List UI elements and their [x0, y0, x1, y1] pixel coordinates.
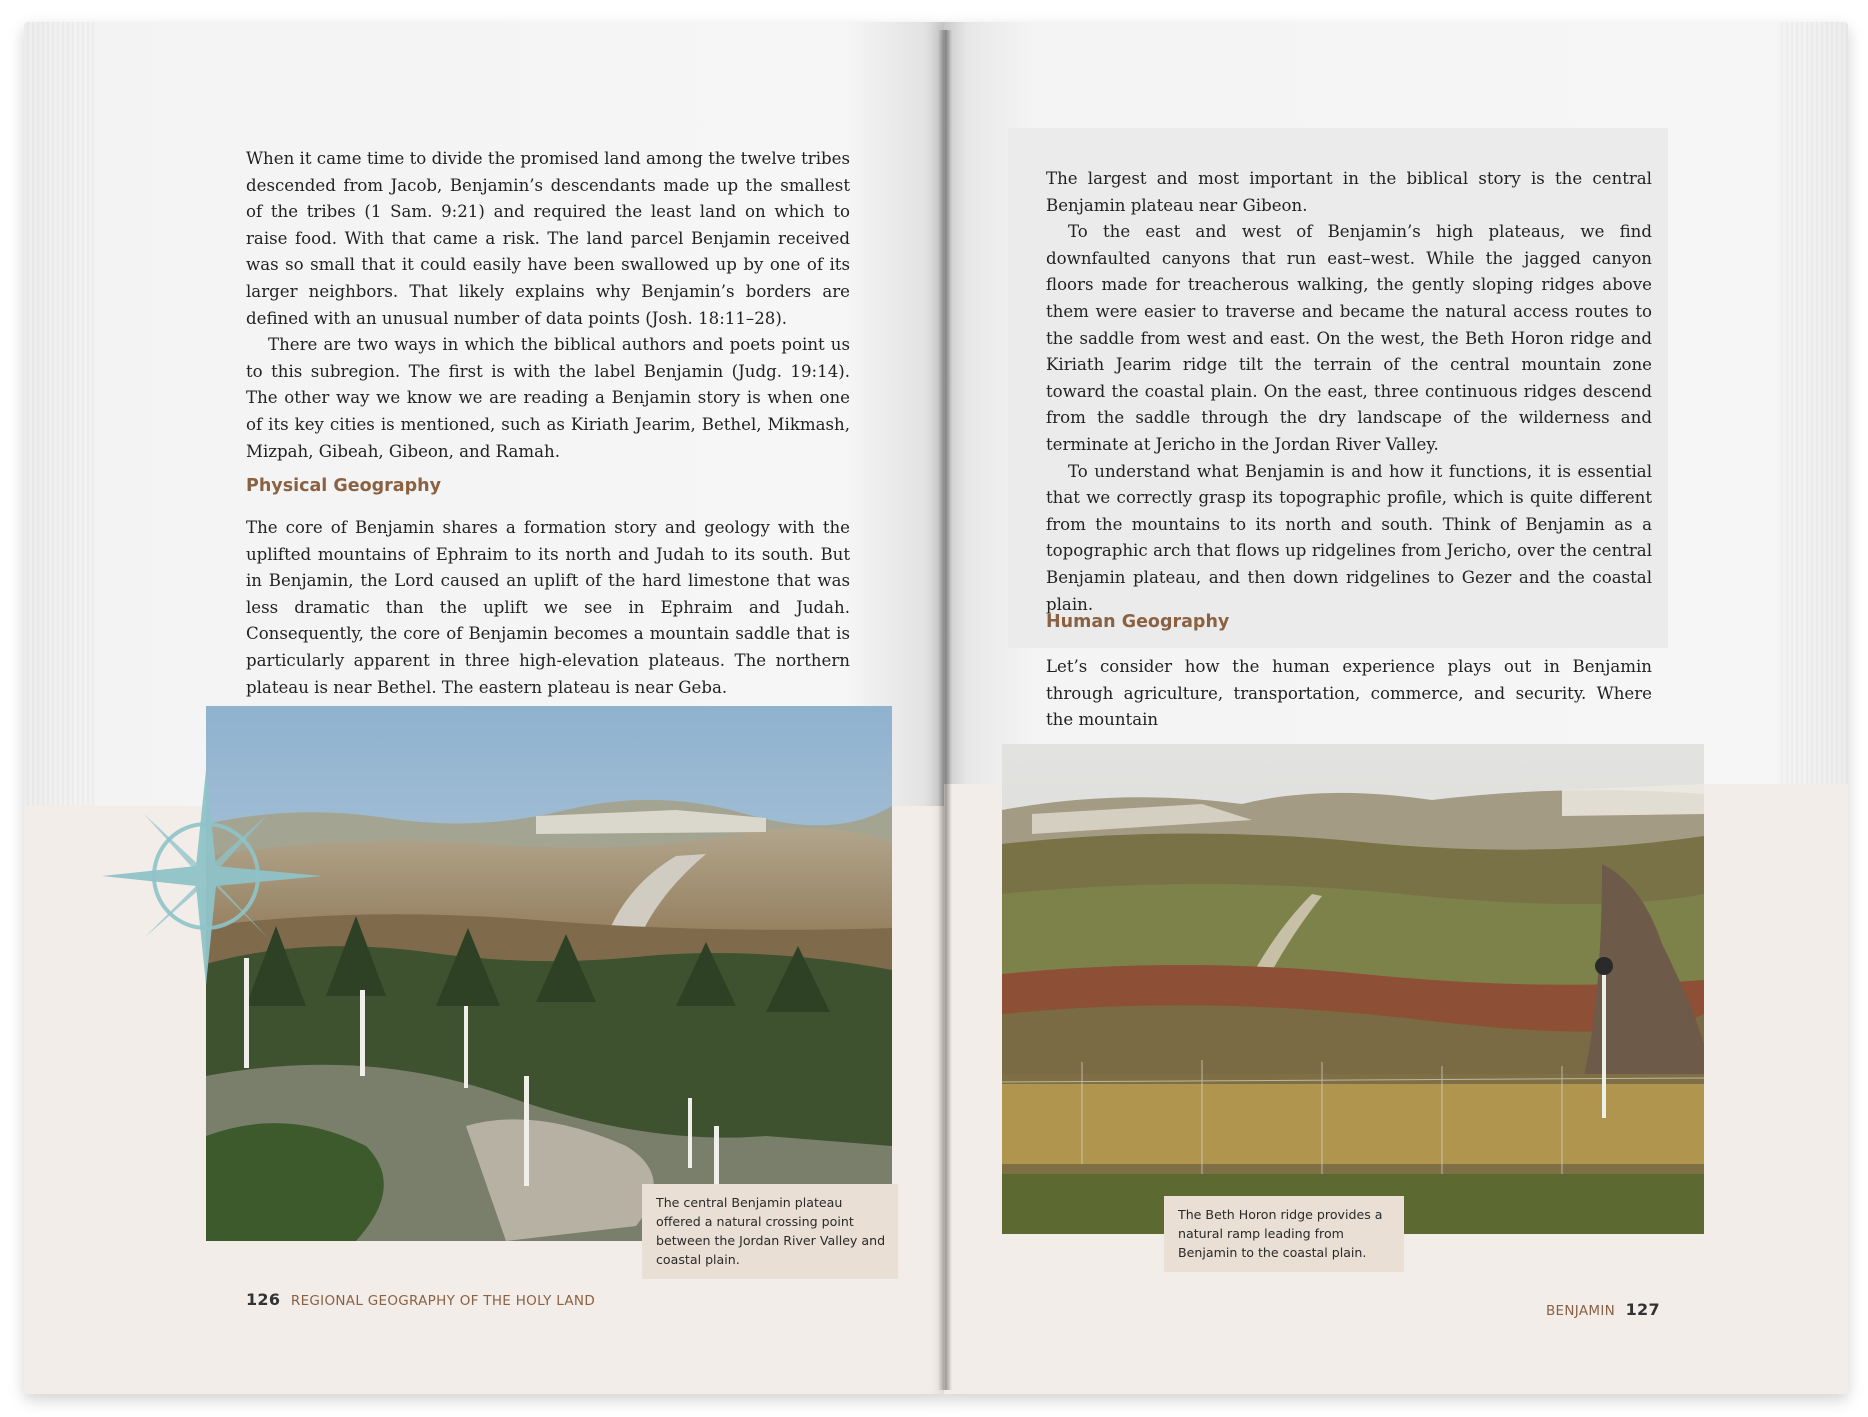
physical-geography-paragraph: The core of Benjamin shares a formation story and geology with the uplifted mountains of Ephraim to its north and Judah to its south. But in Benjamin, the Lord caused an uplift of the hard limestone that was less dramatic than the uplift we see in Ephraim and Judah. Consequently, the core of Benjamin becomes a mountain saddle that is particularly apparent in three high-elevation plateaus. The northern plateau is near Bethel. The eastern plateau is near Geba.: [246, 518, 850, 697]
left-paragraph-1: When it came time to divide the promised land among the twelve tribes descended from Jacob, Benjamin’s descendants made up the smallest of the tribes (1 Sam. 9:21) and required the least land on which to raise food. With that came a risk. The land parcel Benjamin received was so small that it could easily have been swallowed up by one of its larger neighbors. That likely explains why Benjamin’s borders are defined with an unusual number of data points (Josh. 18:11–28).: [246, 149, 850, 328]
right-page-footer: [1546, 1300, 1660, 1319]
right-paragraph-1: The largest and most important in the biblical story is the central Benjamin plateau near Gibeon.: [1046, 169, 1652, 215]
human-geography-heading: Human Geography: [1046, 612, 1230, 632]
human-geography-paragraph: Let’s consider how the human experience plays out in Benjamin through agriculture, transportation, commerce, and security. Where the mountain: [1046, 657, 1652, 730]
physical-geography-text: [246, 515, 850, 701]
compass-rose-icon: [102, 760, 322, 990]
right-page-number: 127: [1625, 1300, 1660, 1319]
physical-geography-heading: Physical Geography: [246, 476, 441, 496]
book-gutter: [938, 30, 952, 1390]
beth-horon-ridge-photo: [1002, 744, 1704, 1234]
right-running-head: BENJAMIN: [1546, 1303, 1615, 1319]
left-paragraph-2: There are two ways in which the biblical authors and poets point us to this subregion. The first is with the label Benjamin (Judg. 19:14). The other way we know we are reading a Benjamin story is when one of its key cities is mentioned, such as Kiriath Jearim, Bethel, Mikmash, Mizpah, Gibeah, Gibeon, and Ramah.: [246, 335, 850, 461]
left-page-number: 126: [246, 1290, 281, 1309]
left-photo-caption: The central Benjamin plateau offered a natural crossing point between the Jordan River Valley and coastal plain.: [642, 1184, 898, 1279]
left-running-head: REGIONAL GEOGRAPHY OF THE HOLY LAND: [290, 1293, 596, 1309]
right-intro-text: [1046, 166, 1652, 618]
left-intro-text: [246, 146, 850, 465]
human-geography-text: [1046, 654, 1652, 734]
left-page-footer: [246, 1290, 595, 1309]
right-paragraph-3: To understand what Benjamin is and how it functions, it is essential that we correctly grasp its topographic profile, which is quite different from the mountains to its north and south. Think of Benjamin as a topographic arch that flows up ridgelines from Jericho, over the central Benjamin plateau, and then down ridgelines to Gezer and the coastal plain.: [1046, 461, 1652, 614]
right-paragraph-2: To the east and west of Benjamin’s high plateaus, we find downfaulted canyons that run east–west. While the jagged canyon floors made for treacherous walking, the gently sloping ridges above them were easier to traverse and became the natural access routes to the saddle from west and east. On the west, the Beth Horon ridge and Kiriath Jearim ridge tilt the terrain of the central mountain zone toward the coastal plain. On the east, three continuous ridges descend from the saddle through the dry landscape of the wilderness and terminate at Jericho in the Jordan River Valley.: [1046, 222, 1652, 454]
right-photo-caption: The Beth Horon ridge provides a natural ramp leading from Benjamin to the coastal plain.: [1164, 1196, 1404, 1272]
